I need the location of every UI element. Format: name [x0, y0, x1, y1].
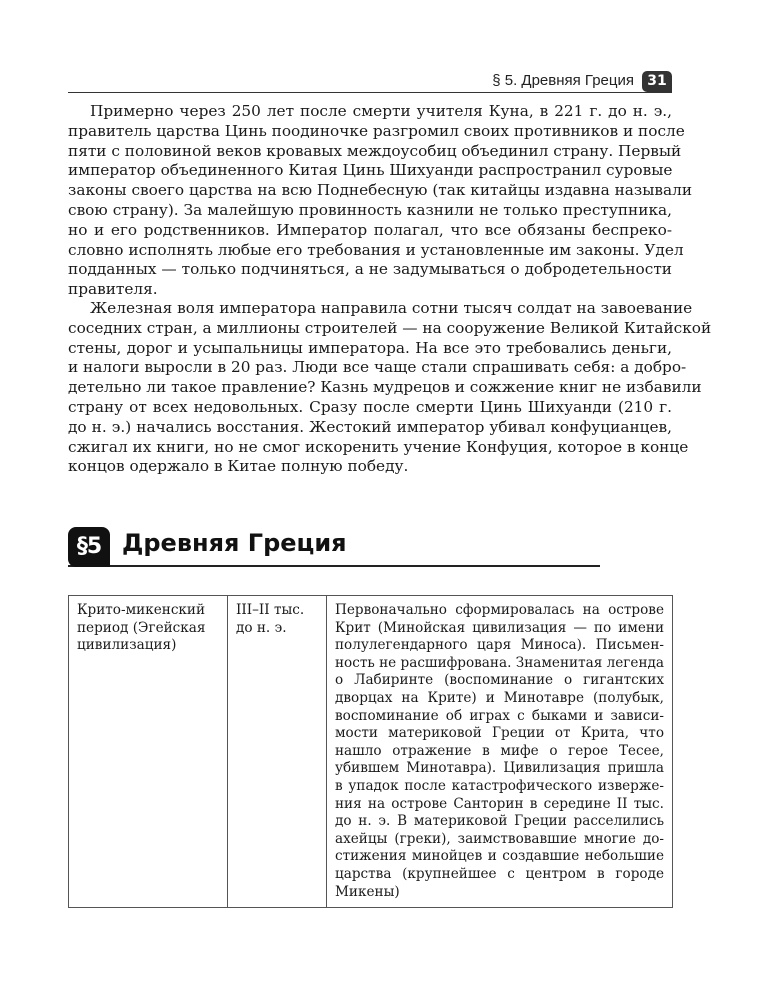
text-line: Железная воля императора направила сотни тысяч солдат на завоевание: [90, 299, 693, 317]
text-line: Микены): [334, 883, 400, 900]
text-line: Первоначально сформировалась на острове: [334, 602, 664, 618]
text-line: до н. э.) начались восстания. Жестокий император убивал конфуцианцев,: [68, 417, 672, 436]
text-line: стижения минойцев и создавшие небольшие: [334, 848, 664, 865]
section-number-badge: §5: [68, 527, 110, 567]
text-line: III–II тыс.: [236, 602, 305, 618]
section-title: Древняя Греция: [122, 529, 347, 557]
text-line: цивилизация): [77, 637, 177, 654]
text-line: концов одержало в Китае полную победу.: [68, 457, 409, 476]
running-header: [68, 70, 672, 93]
text-line: мости материковой Греции от Крита, что: [334, 725, 664, 742]
description-cell: [326, 596, 672, 908]
paragraph-1: [68, 102, 693, 300]
text-line: Примерно через 250 лет после смерти учителя Куна, в 221 г. до н. э.,: [90, 102, 672, 120]
text-line: период (Эгейская: [77, 619, 206, 636]
text-line: нашло отражение в мифе о герое Тесее,: [334, 742, 664, 759]
text-line: Крито-микенский: [77, 602, 206, 618]
text-line: дворцах на Крите) и Минотавре (полубык,: [334, 689, 664, 706]
text-line: законы своего царства на всю Поднебесную (так китайцы издавна называли: [68, 181, 693, 200]
text-line: убившем Минотавра). Цивилизация пришла: [334, 760, 664, 777]
text-line: свою страну). За малейшую провинность казнили не только преступника,: [68, 200, 672, 219]
history-table: [68, 595, 673, 908]
dates-cell: [228, 596, 327, 908]
text-line: император объединенного Китая Цинь Шихуанди распространил суровые: [68, 161, 673, 180]
table-row: [69, 596, 673, 908]
text-line: детельно ли такое правление? Казнь мудрецов и сожжение книг не избавили: [68, 378, 702, 397]
text-line: пяти с половиной веков кровавых междоусобиц объединил страну. Первый: [68, 141, 682, 160]
page-number: 31: [642, 71, 672, 92]
text-line: Крит (Минойская цивилизация — по имени: [334, 619, 664, 636]
text-line: сжигал их книги, но не смог искоренить учение Конфуция, которое в конце: [68, 437, 689, 456]
text-line: подданных — только подчиняться, а не задумываться о добродетельности: [68, 260, 672, 279]
text-line: ахейцы (греки), заимствовавшие многие до-: [334, 830, 664, 847]
section-heading: [68, 527, 600, 567]
paragraph-2: [68, 299, 712, 477]
text-line: соседних стран, а миллионы строителей — на сооружение Великой Китайской: [68, 318, 712, 337]
text-line: правителя.: [68, 280, 158, 299]
text-line: но и его родственников. Император полагал, что все обязаны беспреко-: [68, 220, 672, 239]
text-line: ность не расшифрована. Знаменитая легенда: [334, 654, 664, 671]
text-line: словно исполнять любые его требования и установленные им законы. Удел: [68, 240, 684, 259]
text-line: царства (крупнейшее с центром в городе: [334, 865, 664, 882]
text-line: воспоминание об играх с быками и зависи-: [334, 707, 664, 724]
text-line: до н. э.: [236, 619, 287, 636]
text-line: стены, дорог и усыпальницы императора. На все это требовались деньги,: [68, 338, 672, 357]
text-line: и налоги выросли в 20 раз. Люди все чаще стали спрашивать себя: а добро-: [68, 358, 687, 377]
text-line: страну от всех недовольных. Сразу после смерти Цинь Шихуанди (210 г.: [68, 397, 672, 416]
text-line: ния на острове Санторин в середине II тыс.: [334, 795, 664, 812]
text-line: правитель царства Цинь поодиночке разгромил своих противников и после: [68, 121, 685, 140]
text-line: полулегендарного царя Миноса). Письмен-: [334, 637, 664, 654]
period-cell: [69, 596, 228, 908]
text-line: о Лабиринте (воспоминание о гигантских: [334, 672, 664, 689]
running-title: § 5. Древняя Греция: [492, 72, 634, 89]
text-line: до н. э. В материковой Греции расселились: [334, 813, 664, 830]
text-line: в упадок после катастрофического изверже-: [334, 777, 664, 794]
